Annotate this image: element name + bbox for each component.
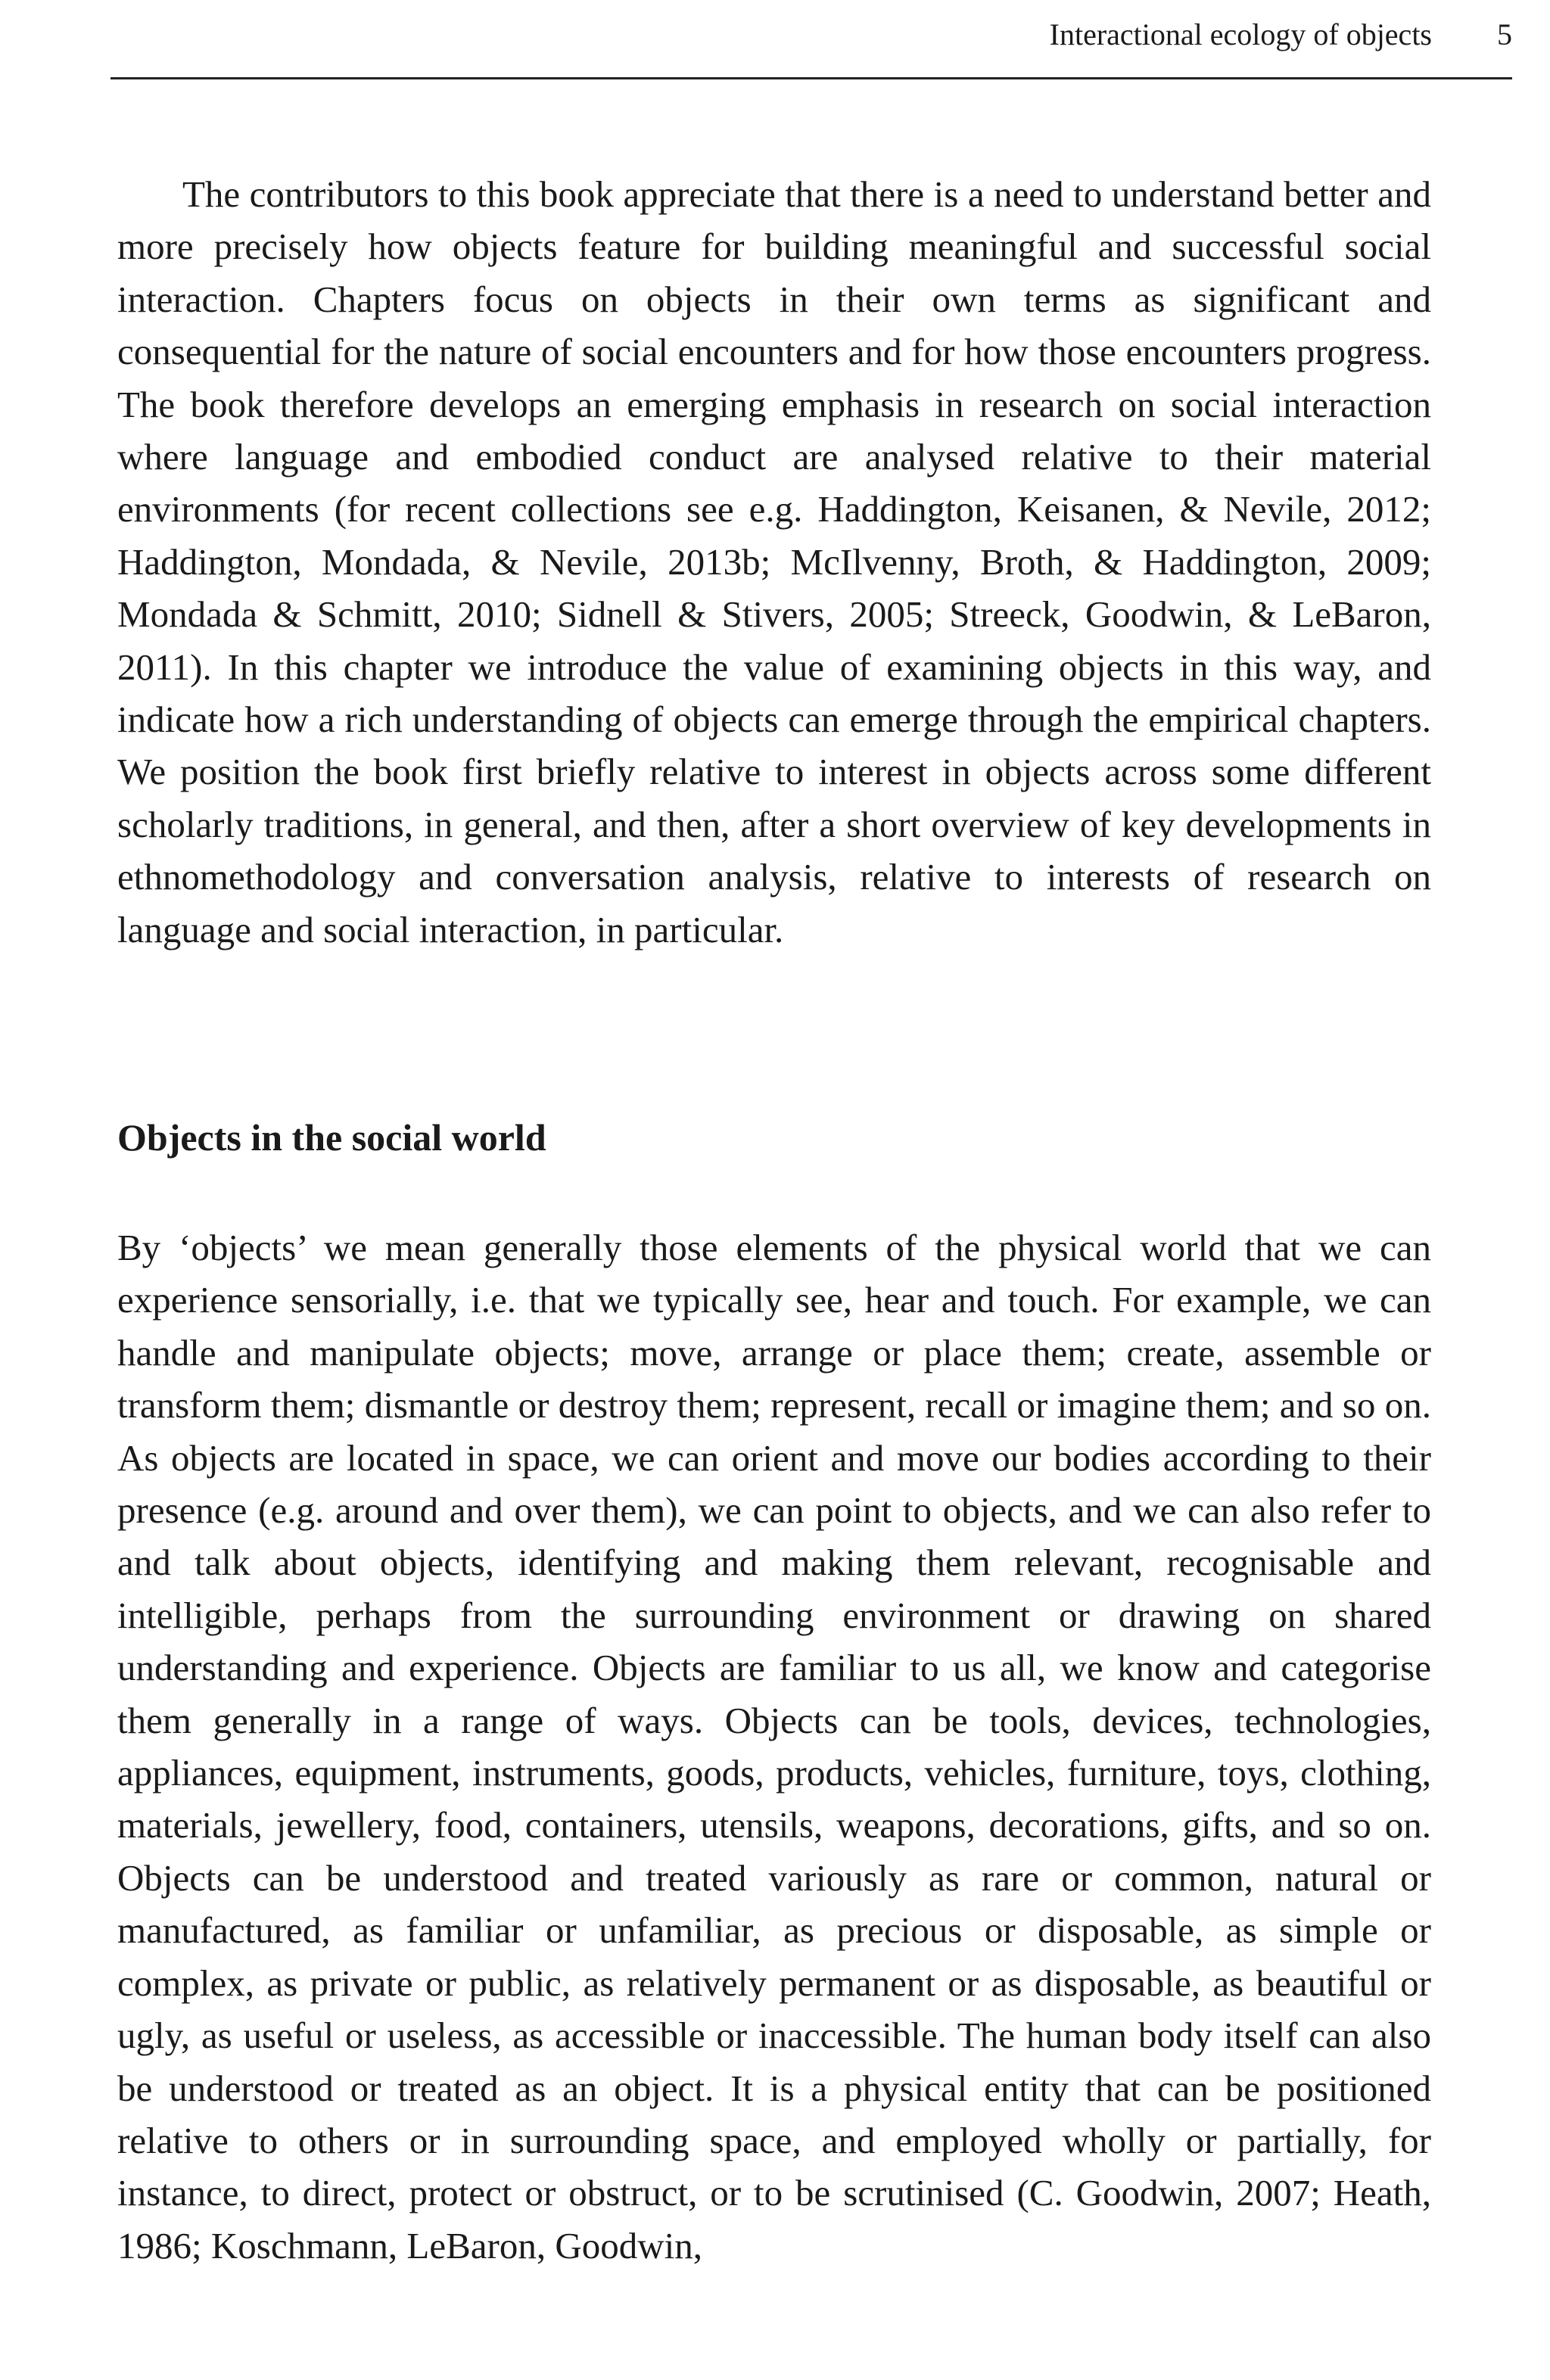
intro-paragraph: The contributors to this book appreciate that there is a need to understand better and more precisely how objects feature for building meaningful and successful social interaction. Chapters focus on objects in their own terms as significant and consequential for the nature of social encounters and for how those encounters progress. The book therefore develops an emerging emphasis in research on social interaction where language and embodied conduct are analysed relative to their material environments (for recent collections see e.g. Haddington, Keisanen, & Nevile, 2012; Haddington, Mondada, & Nevile, 2013b; McIlvenny, Broth, & Haddington, 2009; Mondada & Schmitt, 2010; Sidnell & Stivers, 2005; Streeck, Goodwin, & LeBaron, 2011). In this chapter we introduce the value of examining objects in this way, and indicate how a rich understanding of objects can emerge through the empirical chapters. We position the book first briefly relative to interest in objects across some different scholarly traditions, in general, and then, after a short overview of key developments in ethnomethodology and conversation analysis, relative to interests of research on language and social interaction, in particular. [117, 173, 1431, 950]
section-heading: Objects in the social world [117, 1116, 546, 1159]
page-number: 5 [1497, 17, 1512, 51]
objects-paragraph: By ‘objects’ we mean generally those elements of the physical world that we can experience sensorially, i.e. that we typically see, hear and touch. For example, we can handle and manipulate objects; move, arrange or place them; create, assemble or transform them; dismantle or destroy them; represent, recall or imagine them; and so on. As objects are located in space, we can orient and move our bodies according to their presence (e.g. around and over them), we can point to objects, and we can also refer to and talk about objects, identifying and making them relevant, recognisable and intelligible, perhaps from the surrounding environment or drawing on shared understanding and experience. Objects are familiar to us all, we know and categorise them generally in a range of ways. Objects can be tools, devices, technologies, appliances, equipment, instruments, goods, products, vehicles, furniture, toys, clothing, materials, jewellery, food, containers, utensils, weapons, decorations, gifts, and so on. Objects can be understood and treated variously as rare or common, natural or manufactured, as familiar or unfamiliar, as precious or disposable, as simple or complex, as private or public, as relatively permanent or as disposable, as beautiful or ugly, as useful or useless, as accessible or inaccessible. The human body itself can also be understood or treated as an object. It is a physical entity that can be positioned relative to others or in surrounding space, and employed wholly or partially, for instance, to direct, protect or obstruct, or to be scrutinised (C. Goodwin, 2007; Heath, 1986; Koschmann, LeBaron, Goodwin, [117, 1227, 1431, 2266]
running-title: Interactional ecology of objects [1049, 17, 1432, 51]
running-head [110, 17, 1512, 79]
objects-section [117, 1221, 1431, 2272]
intro-section [117, 168, 1431, 956]
